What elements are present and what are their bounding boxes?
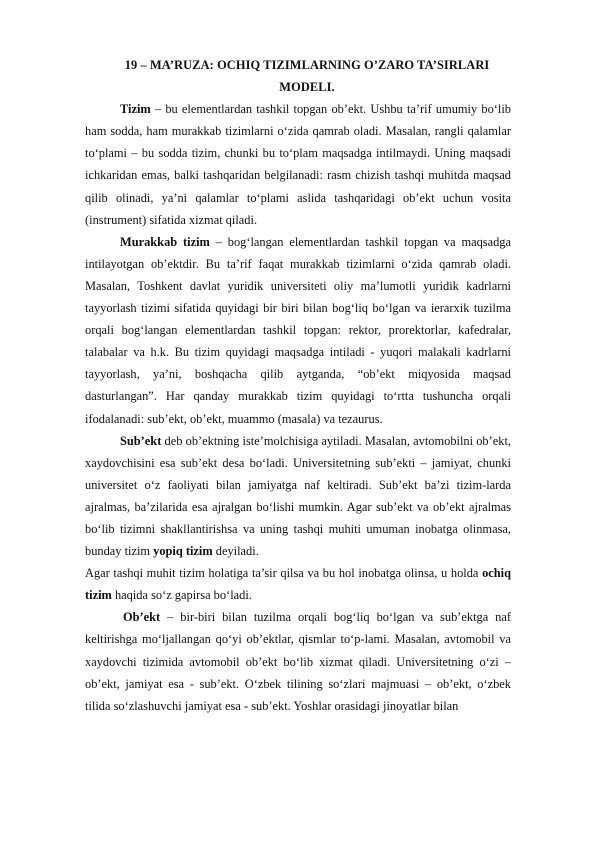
paragraph-murakkab-tizim bbox=[85, 231, 511, 430]
term-subekt: Sub’ekt bbox=[120, 433, 162, 448]
paragraph-ochiq-tizim bbox=[85, 562, 511, 606]
paragraph-tizim-text: – bu elementlardan tashkil topgan ob’ekt. Ushbu ta’rif umumiy bo‘lib ham sodda, ham murakkab tizimlarni o‘zida qamrab oladi. Masalan, rangli qalamlar to‘plami – bu sodda tizim, chunki bu to‘plam maqsadga intilmaydi. Uning maqsadi ichkaridan emas, balki tashqaridan belgilanadi: rasm chizish tashqi muhitda maqsad qilib olinadi, ya’ni qalamlar to‘plami aslida tashqaridagi ob’ekt uchun vosita (instrument) sifatida xizmat qiladi. bbox=[85, 102, 511, 227]
term-tizim: Tizim bbox=[120, 102, 151, 117]
paragraph-subekt bbox=[85, 430, 511, 563]
lecture-title: 19 – MA’RUZA: OCHIQ TIZIMLARNING O’ZARO TA’SIRLARI MODELI. bbox=[124, 58, 490, 95]
paragraph-obekt-text: – bir-biri bilan tuzilma orqali bog‘liq bo‘lgan va sub’ektga naf keltirishga mo‘ljallangan qo‘yi ob’ektlar, qismlar to‘p-lami. Masalan, avtomobil va xaydovchi tizimida avtomobil ob’ekt bo‘lib xizmat qiladi. Universitetning o‘zi – ob’ekt, jamiyat esa - sub’ekt. O‘zbek tilining so‘zlari majmuasi – ob’ekt, o‘zbek tilida so‘zlashuvchi jamiyat esa - sub’ekt. Yoshlar orasidagi jinoyatlar bilan bbox=[85, 610, 511, 713]
term-murakkab-tizim: Murakkab tizim bbox=[120, 234, 210, 249]
term-obekt: Ob’ekt bbox=[123, 610, 161, 625]
document-body bbox=[85, 54, 511, 717]
paragraph-subekt-end: deyiladi. bbox=[212, 544, 259, 559]
paragraph-subekt-text: deb ob’ektning iste’molchisiga aytiladi. Masalan, avtomobilni ob’ekt, xaydovchisini esa sub’ekt desa bo‘ladi. Universitetning sub’ekti – jamiyat, chunki universitet o‘z faoliyati bilan jamiyatga naf keltiradi. Sub’ekt ba’zi tizim-larda ajralmas, ba’zilarida esa ajralgan bo‘lishi mumkin. Agar sub’ekt va ob’ekt ajralmas bo‘lib tizimni shakllantirishsa va uning tashqi muhiti umuman inobatga olinmasa, bunday tizim bbox=[85, 433, 511, 559]
paragraph-tizim bbox=[85, 98, 511, 231]
paragraph-murakkab-tizim-text: – bog‘langan elementlardan tashkil topgan va maqsadga intilayotgan ob’ektdir. Bu ta’rif faqat murakkab tizimlarni o‘zida qamrab oladi. Masalan, Toshkent davlat yuridik universiteti oliy ma’lumotli yuridik kadrlarni tayyorlash tizimi sifatida quyidagi bir biri bilan bog‘liq bo‘lgan va ierarxik tuzilma orqali bog‘langan elementlardan tashkil topgan: rektor, prorektorlar, kafedralar, talabalar va h.k. Bu tizim quyidagi maqsadga intiladi - yuqori malakali kadrlarni tayyorlash, ya’ni, boshqacha qilib aytganda, “ob’ekt miqyosida maqsad dasturlangan”. Har qanday murakkab tizim quyidagi to‘rtta tushuncha orqali ifodalanadi: sub’ekt, ob’ekt, muammo (masala) va tezaurus. bbox=[85, 234, 511, 426]
paragraph-obekt bbox=[85, 606, 511, 716]
term-yopiq-tizim: yopiq tizim bbox=[153, 544, 213, 559]
paragraph-ochiq-tizim-text: Agar tashqi muhit tizim holatiga ta’sir qilsa va bu hol inobatga olinsa, u holda bbox=[85, 566, 483, 581]
term-ochiq-tizim: ochiq tizim bbox=[85, 566, 511, 603]
paragraph-ochiq-tizim-end: haqida so‘z gapirsa bo‘ladi. bbox=[111, 588, 252, 603]
